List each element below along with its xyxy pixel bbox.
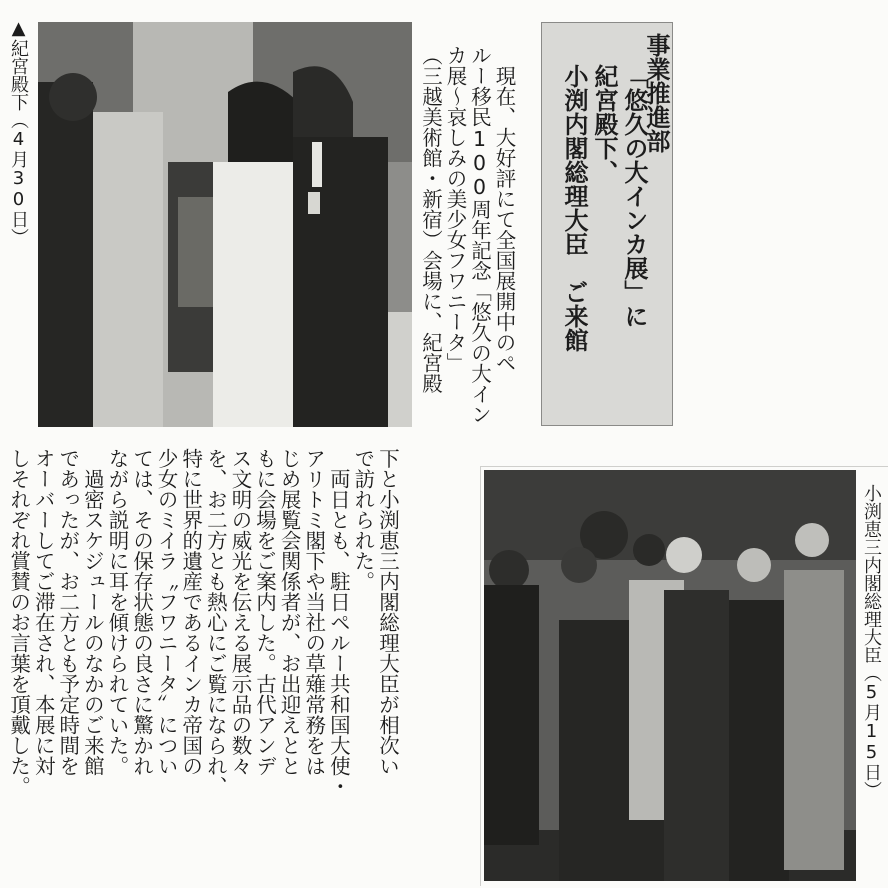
body-line: もに会場をご案内した。古代アンデ (252, 448, 277, 776)
photo-princess-visit (38, 22, 412, 427)
body-line: アリトミ閣下や当社の草薙常務をは (301, 448, 326, 776)
article-headline (559, 64, 649, 404)
body-line: オーバーしてご滞在され、本展に対 (31, 448, 56, 776)
body-line: 過密スケジュールのなかのご来館 (80, 448, 105, 776)
body-line: で訪れられた。 (350, 448, 375, 592)
body-line: であったが、お二方とも予定時間を (55, 448, 80, 776)
body-line: （三越美術館・新宿）会場に、紀宮殿 (418, 45, 443, 394)
body-line: ス文明の威光を伝える展示品の数々 (227, 448, 252, 776)
photo-prime-minister-visit-image (484, 470, 856, 881)
body-line: 現在、大好評にて全国展開中のペ (492, 45, 516, 373)
body-line: ながら説明に耳を傾けられていた。 (104, 448, 129, 776)
photo-princess-visit-image (38, 22, 412, 427)
body-line: 下と小渕恵三内閣総理大臣が相次い (375, 448, 400, 776)
headline-line: 小渕内閣総理大臣 ご来館 (560, 64, 588, 352)
body-line: カ展〜哀しみの美少女フワニータ」 (443, 45, 467, 373)
body-line: 少女のミイラ〝フワニータ〟につい (154, 448, 179, 776)
body-line: 両日とも、駐日ペルー共和国大使・ (326, 448, 351, 797)
body-line: を、お二方とも熱心にご覧になられ、 (203, 448, 228, 797)
body-line: しそれぞれ賞賛のお言葉を頂戴した。 (6, 448, 31, 797)
article-body-lower (6, 448, 400, 884)
photo2-caption: 小渕恵三内閣総理大臣（5月15日） (861, 484, 882, 799)
article-body-upper (418, 45, 516, 427)
headline-line: 紀宮殿下、 (590, 64, 618, 184)
department-label: 事業推進部 (642, 33, 670, 153)
photo1-caption: ▲紀宮殿下（4月30日） (8, 18, 29, 246)
photo-prime-minister-visit (484, 470, 856, 881)
body-line: ルー移民100周年記念「悠久の大イン (467, 45, 492, 425)
headline-line: 「悠久の大インカ展」に (620, 64, 648, 328)
body-line: ては、その保存状態の良さに驚かれ (129, 448, 154, 776)
body-line: 特に世界的遺産であるインカ帝国の (178, 448, 203, 776)
body-line: じめ展覧会関係者が、お出迎えとと (277, 448, 302, 776)
